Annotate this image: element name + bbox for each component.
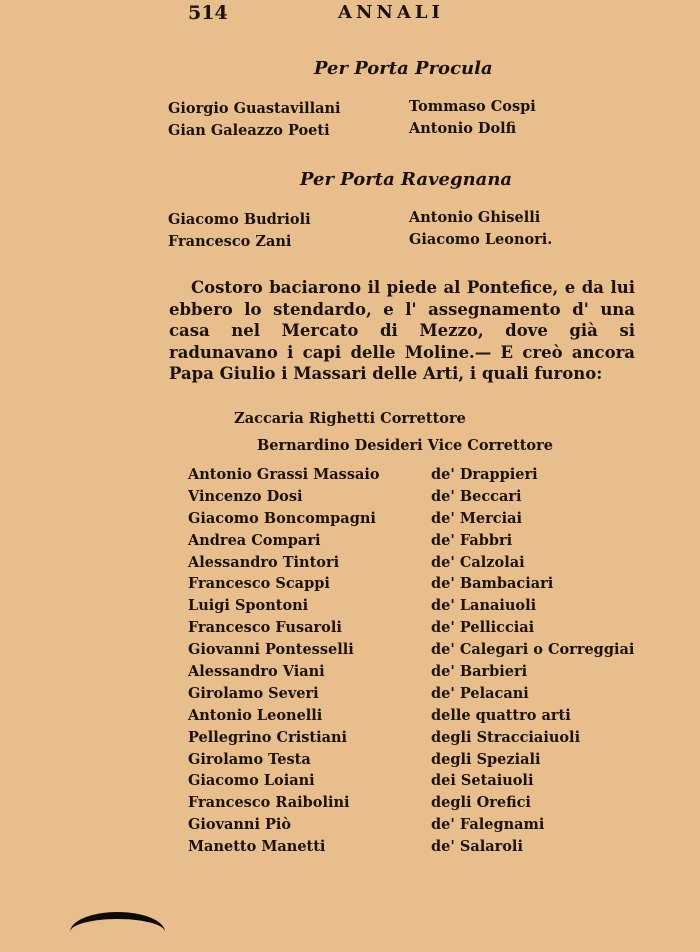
guild-name: delle quattro arti <box>431 706 571 724</box>
list-item <box>188 814 638 836</box>
massari-list <box>188 464 638 858</box>
list-item <box>188 617 638 639</box>
massaro-name: Antonio Leonelli <box>188 706 323 724</box>
name-entry: Antonio Dolfi <box>409 120 517 137</box>
guild-name: de' Drappieri <box>431 466 538 483</box>
list-item <box>188 639 638 661</box>
officer-correttore: Zaccaria Righetti Correttore <box>234 410 466 427</box>
massaro-name: Francesco Raibolini <box>188 794 350 812</box>
procula-right-column <box>409 96 536 140</box>
name-entry: Giorgio Guastavillani <box>168 100 341 117</box>
ravegnana-right-column <box>409 207 552 251</box>
list-item <box>188 705 638 727</box>
guild-name: de' Falegnami <box>431 816 545 834</box>
list-item <box>188 792 638 814</box>
guild-name: de' Pellicciai <box>431 619 535 637</box>
page-number: 514 <box>188 2 228 24</box>
guild-name: dei Setaiuoli <box>431 772 534 790</box>
ravegnana-left-column <box>168 209 311 253</box>
list-item <box>188 486 638 508</box>
massaro-name: Manetto Manetti <box>188 838 326 856</box>
guild-name: de' Lanaiuoli <box>431 597 537 615</box>
name-entry: Gian Galeazzo Poeti <box>168 122 330 139</box>
guild-name: de' Fabbri <box>431 531 513 549</box>
list-item <box>188 464 638 486</box>
list-item <box>188 683 638 705</box>
procula-left-column <box>168 98 341 142</box>
massaro-name: Francesco Scappi <box>188 575 330 593</box>
name-entry: Antonio Ghiselli <box>409 209 541 226</box>
section-title-procula: Per Porta Procula <box>314 58 493 79</box>
list-item <box>188 749 638 771</box>
guild-name: de' Bambaciari <box>431 575 554 593</box>
paragraph-text: Costoro baciarono il piede al Pontefice, e da lui ebbero lo stendardo, e l' assegnamento d' una casa nel Mercato di Mezzo, dove già si radunavano i capi delle Moline.— E creò ancora Papa Giulio i Massari delle Arti, i quali furono: <box>169 278 635 384</box>
guild-name: de' Calegari o Correggiai <box>431 641 635 659</box>
massaro-name: Andrea Compari <box>188 531 321 549</box>
list-item <box>188 661 638 683</box>
name-entry: Giacomo Budrioli <box>168 211 311 228</box>
massaro-name: Girolamo Testa <box>188 750 311 768</box>
list-item <box>188 595 638 617</box>
massaro-name: Giovanni Piò <box>188 816 292 834</box>
list-item <box>188 552 638 574</box>
section-title-ravegnana: Per Porta Ravegnana <box>300 169 513 190</box>
massaro-name: Antonio Grassi Massaio <box>188 466 380 483</box>
massaro-name: Vincenzo Dosi <box>188 487 303 505</box>
massaro-name: Girolamo Severi <box>188 684 319 702</box>
guild-name: de' Salaroli <box>431 838 523 856</box>
name-entry: Francesco Zani <box>168 233 292 250</box>
list-item <box>188 530 638 552</box>
guild-name: de' Pelacani <box>431 684 529 702</box>
list-item <box>188 770 638 792</box>
list-item <box>188 836 638 858</box>
guild-name: de' Beccari <box>431 487 522 505</box>
list-item <box>188 573 638 595</box>
name-entry: Tommaso Cospi <box>409 98 536 115</box>
guild-name: de' Calzolai <box>431 553 525 571</box>
massaro-name: Alessandro Tintori <box>188 553 340 571</box>
guild-name: de' Barbieri <box>431 663 528 681</box>
running-title: ANNALI <box>338 2 444 23</box>
officer-vice-correttore: Bernardino Desideri Vice Correttore <box>257 437 553 454</box>
guild-name: degli Speziali <box>431 750 541 768</box>
massaro-name: Pellegrino Cristiani <box>188 728 348 746</box>
body-paragraph <box>169 277 635 385</box>
guild-name: degli Orefici <box>431 794 531 812</box>
massaro-name: Giacomo Loiani <box>188 772 315 790</box>
massaro-name: Alessandro Viani <box>188 663 325 681</box>
list-item <box>188 727 638 749</box>
massaro-name: Francesco Fusaroli <box>188 619 342 637</box>
guild-name: degli Stracciaiuoli <box>431 728 581 746</box>
massaro-name: Luigi Spontoni <box>188 597 309 615</box>
name-entry: Giacomo Leonori. <box>409 231 553 248</box>
list-item <box>188 508 638 530</box>
massaro-name: Giacomo Boncompagni <box>188 509 376 527</box>
massaro-name: Giovanni Pontesselli <box>188 641 354 659</box>
ink-blot-mark <box>70 912 165 952</box>
guild-name: de' Merciai <box>431 509 523 527</box>
